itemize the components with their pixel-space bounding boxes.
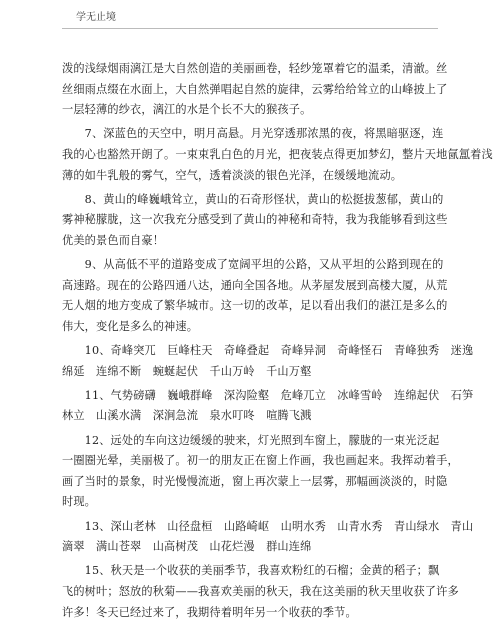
text-line: 一层轻薄的纱衣，漓江的水是个长不大的猴孩子。 <box>62 103 312 117</box>
text-line: 许多！冬天已经过来了，我期待着明年另一个收获的季节。 <box>62 605 357 619</box>
text-line: 薄的如牛乳般的雾气，空气，透着淡淡的银色光泽，在缓缓地流动。 <box>62 168 403 182</box>
text-line: 高速路。现在的公路四通八达，通向全国各地。从茅屋发展到高楼大厦，从荒 <box>62 278 448 292</box>
text-line: 8、黄山的峰巍峨耸立，黄山的石奇形怪状，黄山的松挺拔葱郁，黄山的 <box>62 192 444 206</box>
text-line: 11、气势磅礴 巍峨群峰 深沟险壑 危峰兀立 冰峰雪岭 连绵起伏 石笋 <box>62 388 474 402</box>
text-line: 林立 山溪水满 深涧急流 泉水叮咚 喧腾飞溅 <box>62 409 312 423</box>
text-line: 无人烟的地方变成了繁华城市。这一切的改革，足以看出我们的湛江是多么的 <box>62 299 448 313</box>
text-line: 一圈圈光晕，美丽极了。初一的朋友正在窗上作画，我也画起来。我挥动着手， <box>62 454 459 468</box>
text-line: 丝细雨点缀在水面上，大自然弹唱起自然的旋律，云雾给给耸立的山峰披上了 <box>62 82 448 96</box>
text-line: 时现。 <box>62 495 97 509</box>
text-line: 9、从高低不平的道路变成了宽阔平坦的公路，又从平坦的公路到现在的 <box>62 258 444 272</box>
text-line: 泼的浅绿烟雨漓江是大自然创造的美丽画卷，轻纱笼罩着它的温柔，清澈。丝 <box>62 62 448 75</box>
document-body <box>62 59 493 623</box>
text-line: 绵延 连绵不断 蜿蜒起伏 千山万岭 千山万壑 <box>62 364 312 378</box>
text-line: 15、秋天是一个收获的美丽季节，我喜欢粉红的石榴；金黄的稻子；飘 <box>62 564 440 578</box>
text-line: 飞的树叶；怒放的秋菊——我喜欢美丽的秋天，我在这美丽的秋天里收获了许多 <box>62 585 459 598</box>
header-divider <box>62 28 438 29</box>
text-line: 画了当时的景象，时光慢慢流逝，窗上再次蒙上一层雾，那幅画淡淡的，时隐 <box>62 474 448 488</box>
text-line: 优美的景色而自豪！ <box>62 233 165 247</box>
text-line: 雾神秘朦胧，这一次我充分感受到了黄山的神秘和奇特，我为我能够看到这些 <box>62 213 448 227</box>
text-line: 10、奇峰突兀 巨峰柱天 奇峰叠起 奇峰异洞 奇峰怪石 青峰独秀 迷逸 <box>62 344 474 358</box>
text-line: 伟大，变化是多么的神速。 <box>62 319 199 333</box>
page-header: 学无止境 <box>76 12 116 23</box>
text-line: 我的心也豁然开朗了。一束束乳白色的月光，把夜装点得更加梦幻，整片天地氤氲着浅 <box>62 147 493 161</box>
text-line: 7、深蓝色的天空中，明月高悬。月光穿透那浓黑的夜，将黑暗驱逐，连 <box>62 127 444 141</box>
text-line: 13、深山老林 山径盘桓 山路崎岖 山明水秀 山青水秀 青山绿水 青山 <box>62 519 474 533</box>
text-line: 12、远处的车向这边缓缓的驶来，灯光照到车窗上，朦胧的一束光泛起 <box>62 433 440 447</box>
text-line: 滴翠 满山苍翠 山高树茂 山花烂漫 群山连绵 <box>62 540 312 554</box>
